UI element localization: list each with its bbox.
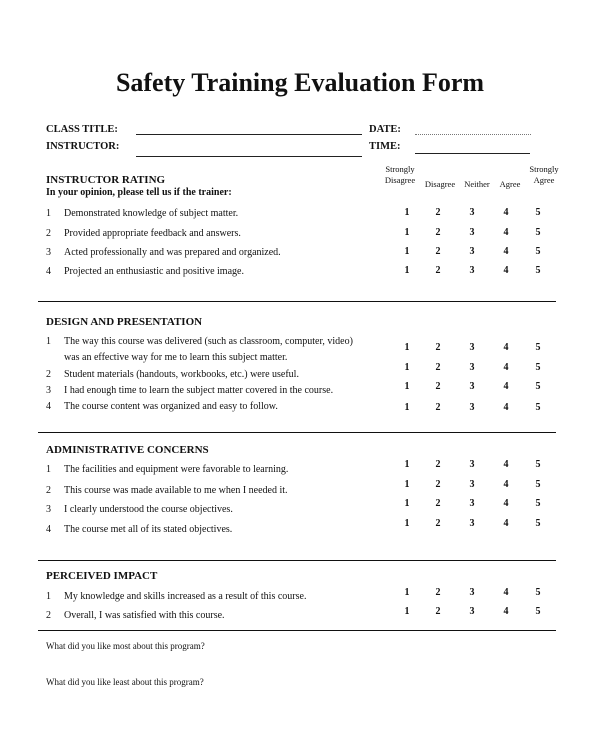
rating-option-4[interactable]: 4 xyxy=(503,606,509,617)
scale-strongly-agree: Strongly Agree xyxy=(529,164,559,185)
section-divider xyxy=(38,630,556,631)
rating-option-1[interactable]: 1 xyxy=(404,381,410,392)
item-number: 4 xyxy=(46,524,51,535)
rating-option-2[interactable]: 2 xyxy=(435,402,441,413)
instructor-field[interactable] xyxy=(136,156,362,157)
rating-option-2[interactable]: 2 xyxy=(435,587,441,598)
rating-option-5[interactable]: 5 xyxy=(535,362,541,373)
rating-option-1[interactable]: 1 xyxy=(404,479,410,490)
item-text: The course content was organized and easy to follow. xyxy=(64,401,278,412)
rating-option-5[interactable]: 5 xyxy=(535,606,541,617)
rating-option-2[interactable]: 2 xyxy=(435,227,441,238)
rating-option-1[interactable]: 1 xyxy=(404,265,410,276)
section-heading: INSTRUCTOR RATING xyxy=(46,174,166,186)
section-heading: DESIGN AND PRESENTATION xyxy=(46,316,203,328)
item-number: 3 xyxy=(46,247,51,258)
open-question-least: What did you like least about this program? xyxy=(46,677,204,687)
rating-option-1[interactable]: 1 xyxy=(404,207,410,218)
rating-option-4[interactable]: 4 xyxy=(503,479,509,490)
time-label: TIME: xyxy=(369,141,401,152)
rating-option-3[interactable]: 3 xyxy=(469,246,475,257)
item-number: 3 xyxy=(46,385,51,396)
class-title-field[interactable] xyxy=(136,134,362,135)
item-text: Provided appropriate feedback and answers. xyxy=(64,228,241,239)
rating-option-1[interactable]: 1 xyxy=(404,402,410,413)
open-question-most: What did you like most about this program? xyxy=(46,641,205,651)
rating-option-3[interactable]: 3 xyxy=(469,381,475,392)
scale-strongly-disagree: Strongly Disagree xyxy=(384,164,416,185)
rating-option-2[interactable]: 2 xyxy=(435,498,441,509)
item-number: 4 xyxy=(46,266,51,277)
rating-option-5[interactable]: 5 xyxy=(535,342,541,353)
rating-option-1[interactable]: 1 xyxy=(404,498,410,509)
item-number: 1 xyxy=(46,336,51,347)
rating-option-5[interactable]: 5 xyxy=(535,498,541,509)
item-number: 2 xyxy=(46,228,51,239)
rating-option-3[interactable]: 3 xyxy=(469,342,475,353)
scale-neither: Neither xyxy=(464,179,490,189)
rating-option-5[interactable]: 5 xyxy=(535,518,541,529)
rating-option-1[interactable]: 1 xyxy=(404,246,410,257)
rating-option-4[interactable]: 4 xyxy=(503,587,509,598)
rating-option-5[interactable]: 5 xyxy=(535,381,541,392)
rating-option-5[interactable]: 5 xyxy=(535,479,541,490)
section-divider xyxy=(38,432,556,433)
item-text: Overall, I was satisfied with this course. xyxy=(64,610,225,621)
time-field[interactable] xyxy=(415,153,530,154)
item-number: 2 xyxy=(46,610,51,621)
rating-option-2[interactable]: 2 xyxy=(435,342,441,353)
item-number: 1 xyxy=(46,208,51,219)
rating-option-4[interactable]: 4 xyxy=(503,362,509,373)
scale-agree: Agree xyxy=(499,179,521,189)
rating-option-2[interactable]: 2 xyxy=(435,362,441,373)
rating-option-1[interactable]: 1 xyxy=(404,342,410,353)
item-number: 1 xyxy=(46,464,51,475)
rating-option-2[interactable]: 2 xyxy=(435,606,441,617)
rating-option-2[interactable]: 2 xyxy=(435,518,441,529)
rating-option-4[interactable]: 4 xyxy=(503,246,509,257)
item-text: This course was made available to me when I needed it. xyxy=(64,485,288,496)
rating-option-2[interactable]: 2 xyxy=(435,265,441,276)
rating-option-2[interactable]: 2 xyxy=(435,246,441,257)
class-title-label: CLASS TITLE: xyxy=(46,124,118,135)
section-divider xyxy=(38,301,556,302)
rating-option-5[interactable]: 5 xyxy=(535,402,541,413)
rating-option-2[interactable]: 2 xyxy=(435,479,441,490)
item-text: Demonstrated knowledge of subject matter. xyxy=(64,208,239,219)
item-text: Projected an enthusiastic and positive image. xyxy=(64,266,244,277)
item-text: The facilities and equipment were favorable to learning. xyxy=(64,464,289,475)
rating-option-4[interactable]: 4 xyxy=(503,207,509,218)
rating-option-5[interactable]: 5 xyxy=(535,227,541,238)
item-text: was an effective way for me to learn this subject matter. xyxy=(64,352,288,363)
rating-option-1[interactable]: 1 xyxy=(404,459,410,470)
rating-option-4[interactable]: 4 xyxy=(503,227,509,238)
rating-option-2[interactable]: 2 xyxy=(435,459,441,470)
page-title: Safety Training Evaluation Form xyxy=(115,68,485,97)
rating-option-2[interactable]: 2 xyxy=(435,381,441,392)
rating-option-5[interactable]: 5 xyxy=(535,265,541,276)
item-text: I had enough time to learn the subject matter covered in the course. xyxy=(64,385,334,396)
item-text: The way this course was delivered (such as classroom, computer, video) xyxy=(64,336,353,347)
item-number: 4 xyxy=(46,401,51,412)
rating-option-3[interactable]: 3 xyxy=(469,498,475,509)
rating-option-5[interactable]: 5 xyxy=(535,207,541,218)
item-number: 2 xyxy=(46,485,51,496)
item-text: Acted professionally and was prepared and organized. xyxy=(64,247,281,258)
rating-option-3[interactable]: 3 xyxy=(469,459,475,470)
scale-disagree: Disagree xyxy=(424,179,456,189)
date-field[interactable] xyxy=(415,134,531,135)
rating-option-3[interactable]: 3 xyxy=(469,362,475,373)
item-text: Student materials (handouts, workbooks, etc.) were useful. xyxy=(64,369,299,380)
rating-option-4[interactable]: 4 xyxy=(503,498,509,509)
item-number: 2 xyxy=(46,369,51,380)
rating-option-1[interactable]: 1 xyxy=(404,227,410,238)
rating-option-1[interactable]: 1 xyxy=(404,518,410,529)
rating-option-3[interactable]: 3 xyxy=(469,518,475,529)
rating-option-5[interactable]: 5 xyxy=(535,587,541,598)
rating-option-1[interactable]: 1 xyxy=(404,587,410,598)
rating-option-3[interactable]: 3 xyxy=(469,606,475,617)
rating-option-5[interactable]: 5 xyxy=(535,246,541,257)
instructor-label: INSTRUCTOR: xyxy=(46,141,120,152)
rating-option-4[interactable]: 4 xyxy=(503,381,509,392)
rating-option-3[interactable]: 3 xyxy=(469,402,475,413)
rating-option-5[interactable]: 5 xyxy=(535,459,541,470)
section-subheading: In your opinion, please tell us if the trainer: xyxy=(46,187,232,198)
section-divider xyxy=(38,560,556,561)
rating-option-3[interactable]: 3 xyxy=(469,479,475,490)
date-label: DATE: xyxy=(369,124,401,135)
rating-option-4[interactable]: 4 xyxy=(503,518,509,529)
rating-option-3[interactable]: 3 xyxy=(469,587,475,598)
rating-option-4[interactable]: 4 xyxy=(503,459,509,470)
item-number: 3 xyxy=(46,504,51,515)
rating-option-3[interactable]: 3 xyxy=(469,227,475,238)
item-text: I clearly understood the course objectives. xyxy=(64,504,233,515)
rating-option-4[interactable]: 4 xyxy=(503,402,509,413)
section-heading: ADMINISTRATIVE CONCERNS xyxy=(46,444,209,456)
rating-option-3[interactable]: 3 xyxy=(469,265,475,276)
rating-option-4[interactable]: 4 xyxy=(503,342,509,353)
item-number: 1 xyxy=(46,591,51,602)
rating-option-2[interactable]: 2 xyxy=(435,207,441,218)
item-text: The course met all of its stated objectives. xyxy=(64,524,233,535)
rating-option-4[interactable]: 4 xyxy=(503,265,509,276)
rating-option-1[interactable]: 1 xyxy=(404,606,410,617)
item-text: My knowledge and skills increased as a result of this course. xyxy=(64,591,307,602)
rating-option-1[interactable]: 1 xyxy=(404,362,410,373)
rating-option-3[interactable]: 3 xyxy=(469,207,475,218)
section-heading: PERCEIVED IMPACT xyxy=(46,570,158,582)
